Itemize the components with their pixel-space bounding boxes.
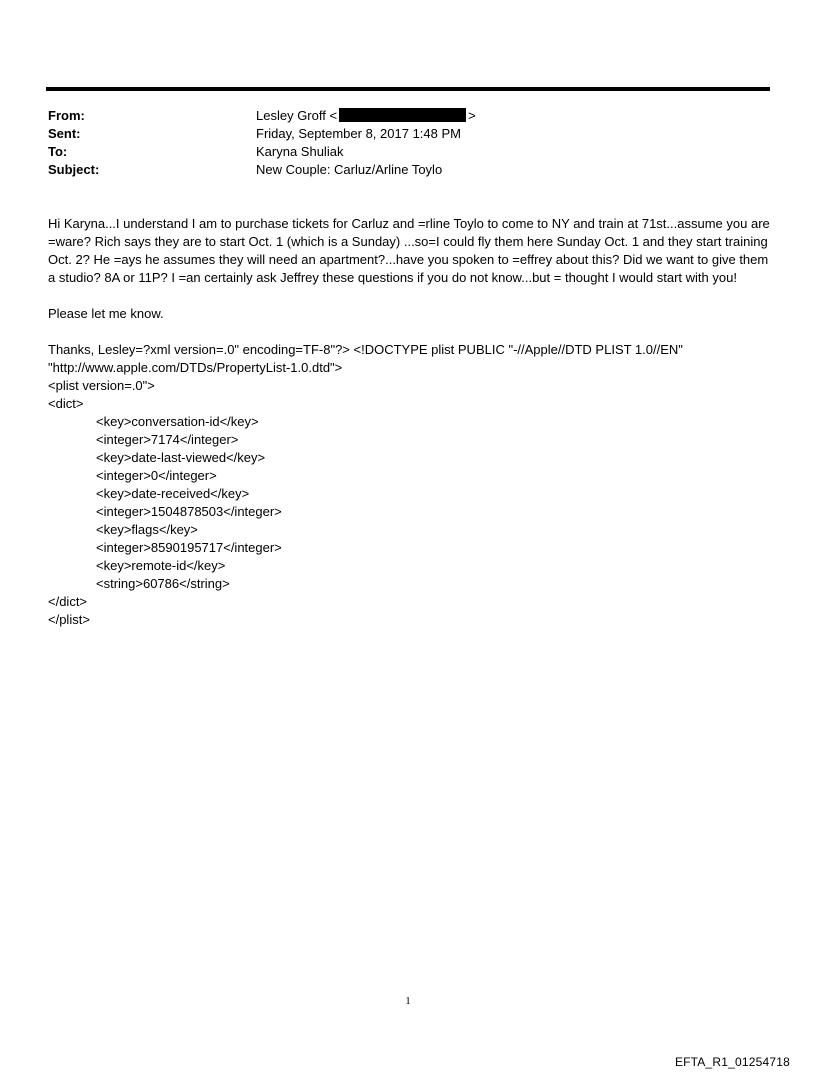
dict-item: <key>date-received</key> [96, 486, 250, 501]
dict-item: <string>60786</string> [96, 576, 230, 591]
dict-item: <key>date-last-viewed</key> [96, 450, 266, 465]
header-rule [46, 87, 770, 91]
email-body [48, 215, 776, 629]
from-name: Lesley Groff < [256, 108, 338, 123]
body-paragraph-1: Hi Karyna...I understand I am to purchase tickets for Carluz and =rline Toylo to come to NY and train at 71st...assume you are =ware? Rich says they are to start Oct. 1 (which is a Sunday) ...so=I could fly them here Sunday Oct. 1 and they start training Oct. 2? He =ays he assumes they will need an apartment?...have you spoken to =effrey about this? Did we want to give them a studio? 8A or 11P? I =an certainly ask Jeffrey these questions if you do not know...but = thought I would start with you! [48, 216, 770, 285]
email-header [48, 107, 476, 179]
plist-open-line: <plist version=.0"> [48, 378, 155, 393]
sent-value: Friday, September 8, 2017 1:48 PM [256, 126, 461, 141]
dict-open-line: <dict> [48, 396, 84, 411]
dict-item: <key>flags</key> [96, 522, 198, 537]
to-value: Karyna Shuliak [256, 144, 344, 159]
thanks-line: Thanks, Lesley=?xml version=.0" encoding=TF-8"?> <!DOCTYPE plist PUBLIC "-//Apple//DTD PLIST 1.0//EN" [48, 342, 683, 357]
sent-label: Sent: [48, 126, 81, 141]
dict-item: <key>remote-id</key> [96, 558, 226, 573]
dict-close-line: </dict> [48, 594, 88, 609]
from-row [48, 107, 476, 125]
subject-label: Subject: [48, 162, 100, 177]
dict-item: <integer>0</integer> [96, 468, 217, 483]
dtd-line: "http://www.apple.com/DTDs/PropertyList-1.0.dtd"> [48, 360, 343, 375]
dict-item: <integer>1504878503</integer> [96, 504, 282, 519]
from-value [256, 107, 476, 125]
from-close: > [468, 108, 476, 123]
body-paragraph-2: Please let me know. [48, 306, 164, 321]
subject-row [48, 161, 476, 179]
dict-item: <key>conversation-id</key> [96, 414, 259, 429]
dict-item: <integer>8590195717</integer> [96, 540, 282, 555]
redaction-block [339, 108, 466, 122]
to-row [48, 143, 476, 161]
sent-row [48, 125, 476, 143]
subject-value: New Couple: Carluz/Arline Toylo [256, 162, 443, 177]
plist-close-line: </plist> [48, 612, 90, 627]
page-number: 1 [405, 995, 411, 1007]
document-id: EFTA_R1_01254718 [674, 1055, 790, 1069]
spacer [48, 323, 776, 341]
to-label: To: [48, 144, 68, 159]
dict-items [48, 413, 776, 593]
spacer [48, 287, 776, 305]
dict-item: <integer>7174</integer> [96, 432, 239, 447]
from-label: From: [48, 108, 85, 123]
